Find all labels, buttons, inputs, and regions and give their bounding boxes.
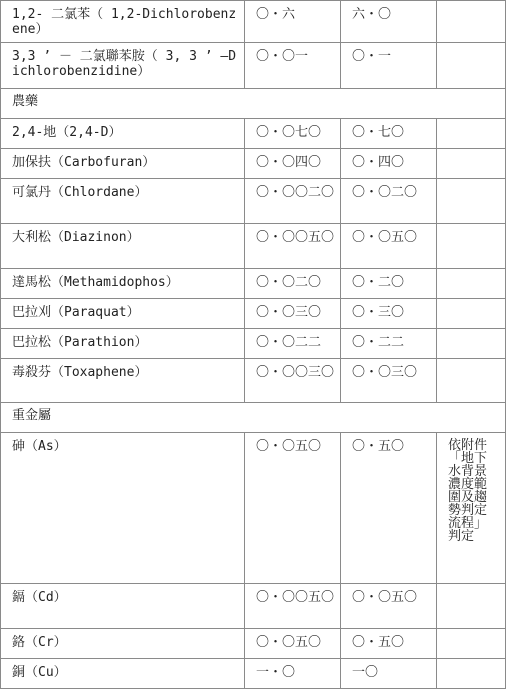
table-row bbox=[1, 43, 506, 89]
table-row bbox=[1, 659, 506, 689]
note-text: 依附件「地下水背景濃度範圍及趨勢判定流程」判定 bbox=[448, 438, 488, 544]
note-cell bbox=[437, 224, 506, 269]
table-row bbox=[1, 224, 506, 269]
standard-value-2: 〇・〇三〇 bbox=[341, 359, 437, 403]
table-row bbox=[1, 179, 506, 224]
standard-value-2: 〇・二二 bbox=[341, 329, 437, 359]
standard-value-2: 〇・一 bbox=[341, 43, 437, 89]
standard-value-2: 〇・五〇 bbox=[341, 433, 437, 584]
note-cell bbox=[437, 329, 506, 359]
note-cell bbox=[437, 149, 506, 179]
standard-value-1: 〇・〇〇五〇 bbox=[245, 584, 341, 629]
standard-value-2: 〇・七〇 bbox=[341, 119, 437, 149]
note-cell bbox=[437, 179, 506, 224]
substance-name: 鎘（Cd） bbox=[1, 584, 245, 629]
note-cell bbox=[437, 43, 506, 89]
standard-value-1: 〇・〇五〇 bbox=[245, 629, 341, 659]
substance-name: 銅（Cu） bbox=[1, 659, 245, 689]
table-row bbox=[1, 329, 506, 359]
table-row bbox=[1, 149, 506, 179]
substance-name: 鉻（Cr） bbox=[1, 629, 245, 659]
standard-value-2: 〇・〇二〇 bbox=[341, 179, 437, 224]
standard-value-2: 〇・三〇 bbox=[341, 299, 437, 329]
table-row bbox=[1, 433, 506, 584]
standard-value-1: 〇・六 bbox=[245, 1, 341, 43]
standard-value-1: 〇・〇三〇 bbox=[245, 299, 341, 329]
standard-value-2: 〇・五〇 bbox=[341, 629, 437, 659]
standard-value-2: 六・〇 bbox=[341, 1, 437, 43]
section-heading: 農藥 bbox=[1, 89, 506, 119]
standard-value-2: 〇・〇五〇 bbox=[341, 224, 437, 269]
substance-name: 巴拉刈（Paraquat） bbox=[1, 299, 245, 329]
standard-value-1: 〇・〇五〇 bbox=[245, 433, 341, 584]
table-row bbox=[1, 1, 506, 43]
standard-value-1: 〇・〇七〇 bbox=[245, 119, 341, 149]
note-cell bbox=[437, 269, 506, 299]
substance-name: 可氯丹（Chlordane） bbox=[1, 179, 245, 224]
standard-value-1: 一・〇 bbox=[245, 659, 341, 689]
standard-value-2: 〇・四〇 bbox=[341, 149, 437, 179]
section-row bbox=[1, 89, 506, 119]
note-cell bbox=[437, 584, 506, 629]
table-row bbox=[1, 299, 506, 329]
table-row bbox=[1, 629, 506, 659]
table-row bbox=[1, 584, 506, 629]
table-row bbox=[1, 119, 506, 149]
note-cell bbox=[437, 659, 506, 689]
substance-name: 大利松（Diazinon） bbox=[1, 224, 245, 269]
standard-value-1: 〇・〇〇二〇 bbox=[245, 179, 341, 224]
note-cell bbox=[437, 433, 506, 584]
section-heading: 重金屬 bbox=[1, 403, 506, 433]
table-row bbox=[1, 269, 506, 299]
standard-value-1: 〇・〇四〇 bbox=[245, 149, 341, 179]
standard-value-2: 〇・二〇 bbox=[341, 269, 437, 299]
standard-value-2: 〇・〇五〇 bbox=[341, 584, 437, 629]
standard-value-2: 一〇 bbox=[341, 659, 437, 689]
note-cell bbox=[437, 1, 506, 43]
note-cell bbox=[437, 359, 506, 403]
note-cell bbox=[437, 299, 506, 329]
substance-name: 巴拉松（Parathion） bbox=[1, 329, 245, 359]
substance-name: 砷（As） bbox=[1, 433, 245, 584]
substance-name: 2,4-地（2,4-D） bbox=[1, 119, 245, 149]
standard-value-1: 〇・〇一 bbox=[245, 43, 341, 89]
standard-value-1: 〇・〇〇五〇 bbox=[245, 224, 341, 269]
standard-value-1: 〇・〇二二 bbox=[245, 329, 341, 359]
standard-value-1: 〇・〇二〇 bbox=[245, 269, 341, 299]
section-row bbox=[1, 403, 506, 433]
note-cell bbox=[437, 119, 506, 149]
substance-name: 加保扶（Carbofuran） bbox=[1, 149, 245, 179]
note-cell bbox=[437, 629, 506, 659]
standard-value-1: 〇・〇〇三〇 bbox=[245, 359, 341, 403]
substance-name: 3,3 ’ － 二氯聯苯胺（ 3, 3 ’ –Dichlorobenzidine） bbox=[1, 43, 245, 89]
substance-name: 達馬松（Methamidophos） bbox=[1, 269, 245, 299]
table-row bbox=[1, 359, 506, 403]
substance-name: 毒殺芬（Toxaphene） bbox=[1, 359, 245, 403]
substance-name: 1,2- 二氯苯（ 1,2-Dichlorobenzene） bbox=[1, 1, 245, 43]
